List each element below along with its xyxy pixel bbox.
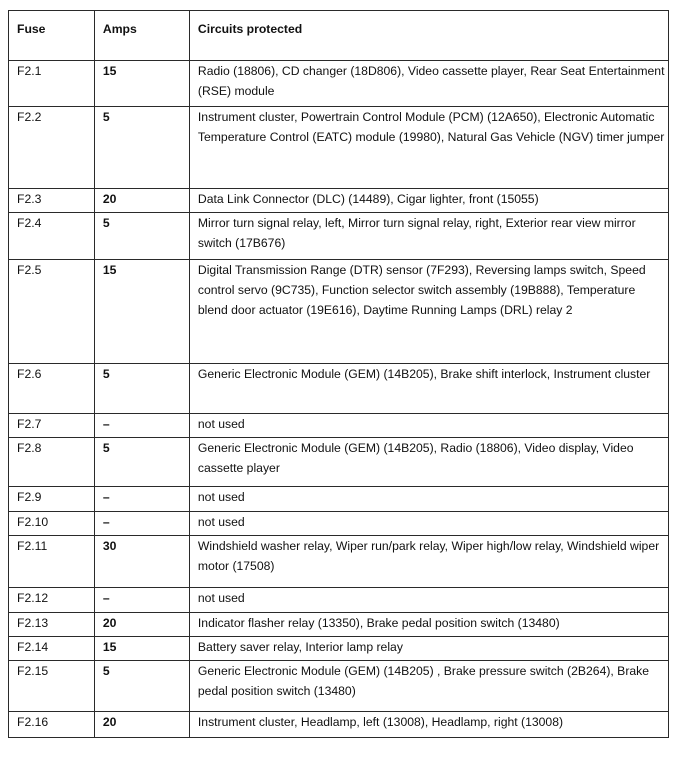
header-fuse: Fuse bbox=[9, 11, 95, 61]
table-row bbox=[9, 487, 669, 512]
fuse-cell: F2.6 bbox=[9, 364, 95, 414]
fuse-cell: F2.13 bbox=[9, 613, 95, 637]
fuse-cell: F2.16 bbox=[9, 712, 95, 738]
circuits-cell: Instrument cluster, Powertrain Control Module (PCM) (12A650), Electronic Automatic Temperature Control (EATC) module (19980), Natural Gas Vehicle (NGV) timer jumper bbox=[189, 107, 668, 189]
amps-cell: 5 bbox=[94, 213, 189, 260]
circuits-cell: Generic Electronic Module (GEM) (14B205), Brake shift interlock, Instrument cluster bbox=[189, 364, 668, 414]
fuse-cell: F2.8 bbox=[9, 438, 95, 487]
circuits-cell: Radio (18806), CD changer (18D806), Video cassette player, Rear Seat Entertainment (RSE) module bbox=[189, 61, 668, 107]
table-row bbox=[9, 107, 669, 189]
header-amps: Amps bbox=[94, 11, 189, 61]
amps-cell: 5 bbox=[94, 661, 189, 712]
table-row bbox=[9, 61, 669, 107]
table-row bbox=[9, 438, 669, 487]
fuse-cell: F2.3 bbox=[9, 189, 95, 213]
fuse-table bbox=[8, 10, 669, 738]
circuits-cell: not used bbox=[189, 487, 668, 512]
fuse-cell: F2.11 bbox=[9, 536, 95, 588]
table-row bbox=[9, 661, 669, 712]
table-row bbox=[9, 588, 669, 613]
fuse-cell: F2.1 bbox=[9, 61, 95, 107]
amps-cell: – bbox=[94, 512, 189, 536]
amps-cell: 15 bbox=[94, 637, 189, 661]
table-row bbox=[9, 712, 669, 738]
amps-cell: – bbox=[94, 487, 189, 512]
table-row bbox=[9, 536, 669, 588]
circuits-cell: Instrument cluster, Headlamp, left (13008), Headlamp, right (13008) bbox=[189, 712, 668, 738]
amps-cell: 20 bbox=[94, 189, 189, 213]
circuits-cell: Generic Electronic Module (GEM) (14B205) , Brake pressure switch (2B264), Brake pedal position switch (13480) bbox=[189, 661, 668, 712]
header-row bbox=[9, 11, 669, 61]
amps-cell: 20 bbox=[94, 613, 189, 637]
circuits-cell: Data Link Connector (DLC) (14489), Cigar lighter, front (15055) bbox=[189, 189, 668, 213]
table-row bbox=[9, 364, 669, 414]
table-row bbox=[9, 414, 669, 438]
amps-cell: 5 bbox=[94, 107, 189, 189]
fuse-cell: F2.12 bbox=[9, 588, 95, 613]
fuse-cell: F2.5 bbox=[9, 260, 95, 364]
circuits-cell: not used bbox=[189, 588, 668, 613]
fuse-cell: F2.9 bbox=[9, 487, 95, 512]
amps-cell: – bbox=[94, 588, 189, 613]
fuse-cell: F2.7 bbox=[9, 414, 95, 438]
amps-cell: 5 bbox=[94, 438, 189, 487]
table-row bbox=[9, 613, 669, 637]
header-circuits: Circuits protected bbox=[189, 11, 668, 61]
table-body bbox=[9, 61, 669, 738]
amps-cell: – bbox=[94, 414, 189, 438]
table-row bbox=[9, 637, 669, 661]
amps-cell: 30 bbox=[94, 536, 189, 588]
table-row bbox=[9, 213, 669, 260]
circuits-cell: Windshield washer relay, Wiper run/park relay, Wiper high/low relay, Windshield wiper motor (17508) bbox=[189, 536, 668, 588]
circuits-cell: Indicator flasher relay (13350), Brake pedal position switch (13480) bbox=[189, 613, 668, 637]
amps-cell: 5 bbox=[94, 364, 189, 414]
circuits-cell: not used bbox=[189, 414, 668, 438]
fuse-cell: F2.2 bbox=[9, 107, 95, 189]
circuits-cell: not used bbox=[189, 512, 668, 536]
table-row bbox=[9, 512, 669, 536]
fuse-cell: F2.10 bbox=[9, 512, 95, 536]
fuse-cell: F2.4 bbox=[9, 213, 95, 260]
table-row bbox=[9, 260, 669, 364]
amps-cell: 15 bbox=[94, 260, 189, 364]
fuse-cell: F2.15 bbox=[9, 661, 95, 712]
circuits-cell: Mirror turn signal relay, left, Mirror turn signal relay, right, Exterior rear view mirror switch (17B676) bbox=[189, 213, 668, 260]
amps-cell: 20 bbox=[94, 712, 189, 738]
table-row bbox=[9, 189, 669, 213]
amps-cell: 15 bbox=[94, 61, 189, 107]
fuse-cell: F2.14 bbox=[9, 637, 95, 661]
circuits-cell: Digital Transmission Range (DTR) sensor (7F293), Reversing lamps switch, Speed control servo (9C735), Function selector switch assembly (19B888), Temperature blend door actuator (19E616), Daytime Running Lamps (DRL) relay 2 bbox=[189, 260, 668, 364]
circuits-cell: Battery saver relay, Interior lamp relay bbox=[189, 637, 668, 661]
circuits-cell: Generic Electronic Module (GEM) (14B205), Radio (18806), Video display, Video cassette player bbox=[189, 438, 668, 487]
